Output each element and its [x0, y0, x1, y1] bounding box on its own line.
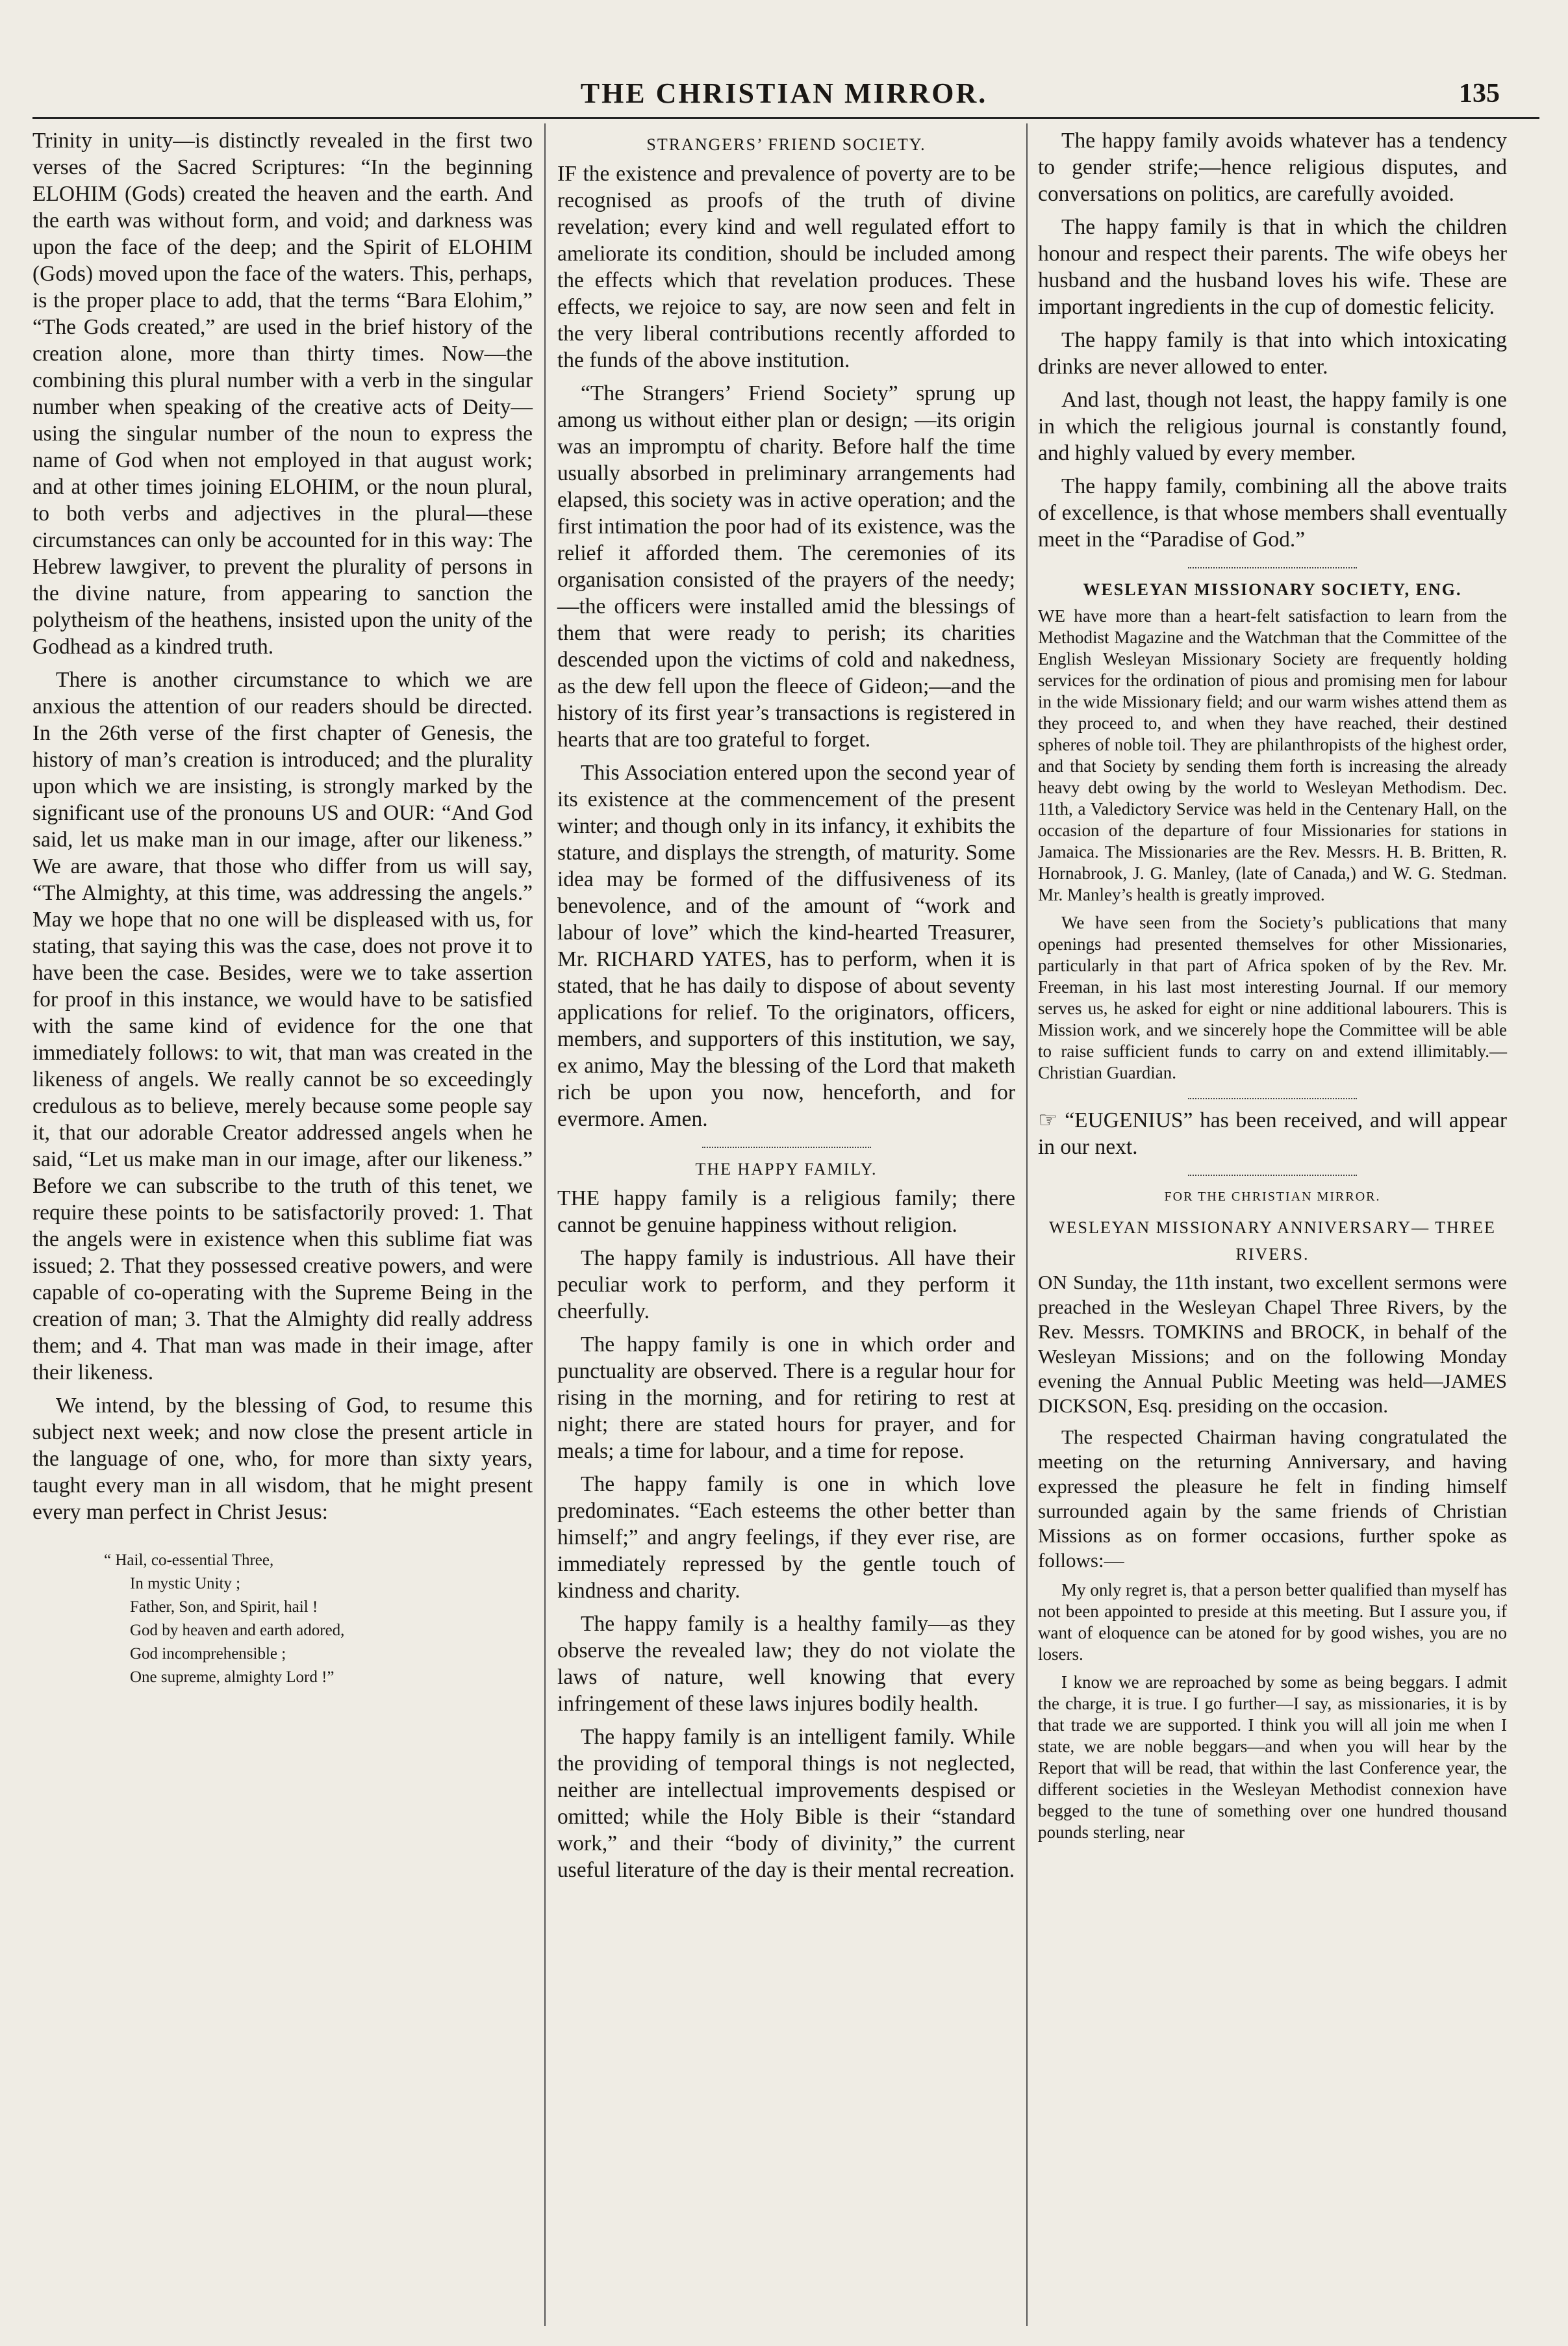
- section-separator: [1188, 1175, 1357, 1176]
- article-paragraph: The happy family is that in which the children honour and respect their parents. The wife obeys her husband and the husband loves his wife. These are important ingredients in the cup of domestic felicity.: [1038, 215, 1507, 319]
- page-header: [0, 77, 1568, 116]
- page-title: THE CHRISTIAN MIRROR.: [580, 77, 988, 109]
- column-3: [1038, 127, 1507, 1850]
- article-paragraph: Trinity in unity—is distinctly revealed in the first two verses of the Sacred Scriptures: “In the beginning ELOHIM (Gods) created the heaven and the earth. And the earth was without form, and void; and darkness was upon the face of the deep; and the Spirit of ELOHIM (Gods) moved upon the face of the waters. This, perhaps, is the proper place to add, that the terms “Bara Elohim,” “The Gods created,” are used in the brief history of the creation alone, more than thirty times. Now—the combining this plural number with a verb in the singular number when speaking of the creative acts of Deity—using the singular number of the noun to express the name of God when not employed in that august work; and at other times joining ELOHIM, or the noun plural, to both verbs and adjectives in the plural—these circumstances can only be accounted for in this way: The Hebrew lawgiver, to prevent the plurality of persons in the divine nature, from appearing to sanction the polytheism of the heathens, insisted upon the unity of the Godhead as a kindred truth.: [32, 129, 533, 659]
- article-paragraph: The respected Chairman having congratulated the meeting on the returning Anniversary, and having expressed the pleasure he felt in finding himself surrounded again by the same friends of Christian Missions as on former occasions, further spoke as follows:—: [1038, 1425, 1507, 1572]
- section-separator: [1188, 1098, 1357, 1099]
- column-1: [32, 127, 533, 1689]
- source-line: FOR THE CHRISTIAN MIRROR.: [1164, 1190, 1381, 1204]
- article-paragraph: The happy family is that into which intoxicating drinks are never allowed to enter.: [1038, 328, 1507, 379]
- article-paragraph: ON Sunday, the 11th instant, two excellent sermons were preached in the Wesleyan Chapel Three Rivers, by the Rev. Messrs. TOMKINS and BROCK, in behalf of the Wesleyan Missions; and on the following Monday evening the Annual Public Meeting was held—JAMES DICKSON, Esq. presiding on the occasion.: [1038, 1271, 1507, 1417]
- verse-line: God incomprehensible ;: [130, 1645, 286, 1663]
- article-paragraph: There is another circumstance to which we are anxious the attention of our readers should be directed. In the 26th verse of the first chapter of Genesis, the history of man’s creation is introduced; and the plurality upon which we are insisting, is strongly marked by the significant use of the pronouns US and OUR: “And God said, let us make man in our image, after our likeness.” We are aware, that those who differ from us will say, “The Almighty, at this time, was addressing the angels.” May we hope that no one will be displeased with us, for stating, that saying this was the case, does not prove it to have been the case. Besides, were we to take assertion for proof in this instance, we would have to be satisfied with the same kind of evidence for the one that immediately follows: to wit, that man was created in the likeness of angels. We really cannot be so exceedingly credulous as to believe, merely because some people say it, that our adorable Creator addressed angels when he said, “Let us make man in our image, after our likeness.” Before we can subscribe to the truth of this tenet, we require these points to be satisfactorily proved: 1. That the angels were in existence when this sublime fiat was issued; 2. That they possessed creative powers, and were capable of co-operating with the Supreme Being in the creation of man; 3. That the Almighty did really address them; and 4. That man was made in their image, after their likeness.: [32, 668, 533, 1384]
- page-number: 135: [1459, 79, 1500, 108]
- hymn-verse: [104, 1549, 533, 1689]
- verse-line: “ Hail, co-essential Three,: [104, 1551, 274, 1569]
- article-paragraph: “The Strangers’ Friend Society” sprung up among us without either plan or design; —its origin was an impromptu of charity. Before half the time usually absorbed in preliminary arrangements had elapsed, this society was in active operation; and the first intimation the poor had of its existence, was the relief it afforded them. The ceremonies of its organisation consisted of the prayers of the needy;—the officers were installed amid the blessings of them that were ready to perish; its charities descended upon the victims of cold and nakedness, as the dew fell upon the fleece of Gideon;—and the history of its first year’s transactions is registered in hearts that are too grateful to forget.: [557, 381, 1015, 752]
- article-paragraph: I know we are reproached by some as being beggars. I admit the charge, it is true. I go further—I say, as missionaries, it is by that trade we are supported. I think you will all join me when I state, we are noble beggars—and when you will hear by the Report that will be read, that within the last Conference year, the different societies in the Wesleyan Methodist connexion have begged to the tune of something over one hundred thousand pounds sterling, near: [1038, 1672, 1507, 1842]
- section-separator: [1188, 567, 1357, 568]
- article-paragraph: IF the existence and prevalence of poverty are to be recognised as proofs of the truth of divine revelation; every kind and well regulated effort to ameliorate its condition, should be included among the effects which that revelation produces. These effects, we rejoice to say, are now seen and felt in the very liberal contributions recently afforded to the funds of the above institution.: [557, 162, 1015, 372]
- column-2: [557, 127, 1015, 1890]
- article-paragraph: We intend, by the blessing of God, to resume this subject next week; and now close the present article in the language of one, who, for more than sixty years, taught every man in all wisdom, that he might present every man perfect in Christ Jesus:: [32, 1394, 533, 1524]
- article-paragraph: We have seen from the Society’s publications that many openings had presented themselves for other Missionaries, particularly in that part of Africa spoken of by the Rev. Mr. Freeman, in his last most interesting Journal. If our memory serves us, he asked for eight or nine additional labourers. This is Mission work, and we sincerely hope the Committee will be able to raise sufficient funds to carry on and extend illimitably.— Christian Guardian.: [1038, 913, 1507, 1082]
- column-divider: [544, 123, 546, 2326]
- section-heading: THE HAPPY FAMILY.: [695, 1160, 878, 1179]
- editor-notice: [1038, 1107, 1507, 1160]
- section-heading: WESLEYAN MISSIONARY SOCIETY, ENG.: [1083, 580, 1462, 599]
- article-paragraph: This Association entered upon the second year of its existence at the commencement of the present winter; and though only in its infancy, it exhibits the stature, and displays the strength, of maturity. Some idea may be formed of the diffusiveness of its benevolence, and of the amount of “work and labour of love” which the kind-hearted Treasurer, Mr. RICHARD YATES, has to perform, when it is stated, that he has daily to dispose of about seventy applications for relief. To the originators, officers, members, and supporters of this institution, we say, ex animo, May the blessing of the Lord that maketh rich be upon you now, henceforth, and for evermore. Amen.: [557, 761, 1015, 1131]
- article-paragraph: THE happy family is a religious family; there cannot be genuine happiness without religion.: [557, 1186, 1015, 1237]
- pointing-hand-icon: ☞: [1038, 1108, 1058, 1132]
- verse-line: Father, Son, and Spirit, hail !: [130, 1598, 318, 1616]
- article-paragraph: The happy family, combining all the above traits of excellence, is that whose members shall eventually meet in the “Paradise of God.”: [1038, 474, 1507, 552]
- article-paragraph: The happy family is an intelligent family. While the providing of temporal things is not neglected, neither are intellectual improvements despised or omitted; while the Holy Bible is their “standard work,” and their “body of divinity,” the current useful literature of the day is their mental recreation.: [557, 1725, 1015, 1882]
- article-paragraph: The happy family avoids whatever has a tendency to gender strife;—hence religious disputes, and conversations on politics, are carefully avoided.: [1038, 129, 1507, 206]
- section-heading: STRANGERS’ FRIEND SOCIETY.: [646, 135, 926, 154]
- header-rule: [32, 117, 1539, 119]
- article-paragraph: The happy family is one in which love predominates. “Each esteems the other better than himself;” and angry feelings, if they ever rise, are immediately repressed by the gentle touch of kindness and charity.: [557, 1472, 1015, 1603]
- column-divider: [1026, 123, 1028, 2326]
- verse-line: In mystic Unity ;: [130, 1575, 241, 1592]
- section-separator: [702, 1147, 871, 1148]
- article-paragraph: The happy family is one in which order and punctuality are observed. There is a regular hour for rising in the morning, and for retiring to rest at night; there are stated hours for prayer, and for meals; a time for labour, and a time for repose.: [557, 1332, 1015, 1463]
- article-paragraph: The happy family is industrious. All have their peculiar work to perform, and they perform it cheerfully.: [557, 1246, 1015, 1323]
- verse-line: God by heaven and earth adored,: [130, 1622, 345, 1639]
- notice-text: “EUGENIUS” has been received, and will appear in our next.: [1038, 1108, 1508, 1159]
- article-paragraph: My only regret is, that a person better qualified than myself has not been appointed to preside at this meeting. But I assure you, if want of eloquence can be atoned for by good wishes, you are no losers.: [1038, 1580, 1507, 1664]
- article-paragraph: And last, though not least, the happy family is one in which the religious journal is constantly found, and highly valued by every member.: [1038, 388, 1507, 465]
- section-heading: WESLEYAN MISSIONARY ANNIVERSARY— THREE RIVERS.: [1049, 1218, 1496, 1264]
- article-paragraph: The happy family is a healthy family—as they observe the revealed law; they do not violate the laws of nature, well knowing that every infringement of these laws injures bodily health.: [557, 1612, 1015, 1716]
- verse-line: One supreme, almighty Lord !”: [130, 1668, 335, 1686]
- article-paragraph: WE have more than a heart-felt satisfaction to learn from the Methodist Magazine and the Watchman that the Committee of the English Wesleyan Missionary Society are frequently holding services for the ordination of pious and promising men for labour in the wide Missionary field; and our warm wishes attend them as they proceed to, and when they have reached, their destined spheres of noble toil. They are philanthropists of the highest order, and that Society by sending them forth is increasing the already heavy debt owing by the world to Wesleyan Methodism. Dec. 11th, a Valedictory Service was held in the Centenary Hall, on the occasion of the departure of four Missionaries for stations in Jamaica. The Missionaries are the Rev. Messrs. H. B. Britten, R. Hornabrook, J. G. Manley, (late of Canada,) and W. G. Stedman. Mr. Manley’s health is greatly improved.: [1038, 606, 1507, 904]
